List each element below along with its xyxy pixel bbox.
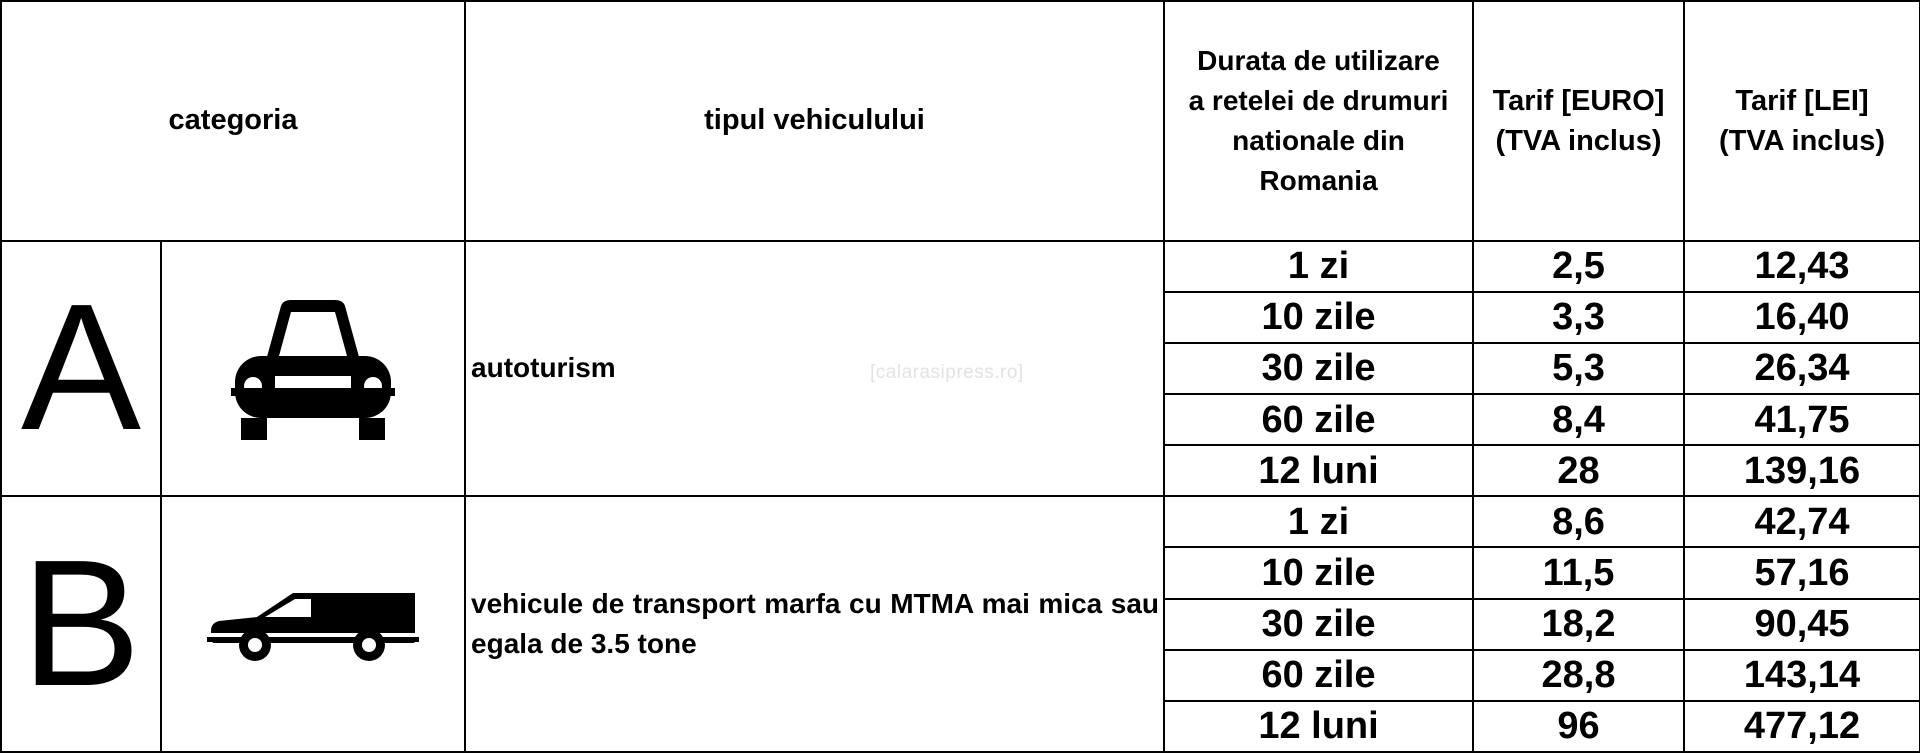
duration-cell: 1 zi (1164, 496, 1473, 547)
lei-cell: 12,43 (1684, 241, 1920, 292)
car-front-icon (223, 286, 403, 446)
vehicle-type-text: vehicule de transport marfa cu MTMA mai mica sau egala de 3.5 tone (465, 496, 1164, 752)
lei-cell: 41,75 (1684, 394, 1920, 445)
euro-cell: 8,6 (1473, 496, 1684, 547)
header-euro (1473, 1, 1684, 241)
header-euro-line: Tarif [EURO] (1492, 84, 1665, 117)
duration-cell: 10 zile (1164, 292, 1473, 343)
category-letter: B (1, 496, 161, 752)
euro-cell: 28,8 (1473, 650, 1684, 701)
duration-cell: 60 zile (1164, 394, 1473, 445)
euro-cell: 11,5 (1473, 547, 1684, 598)
duration-cell: 30 zile (1164, 599, 1473, 650)
lei-cell: 477,12 (1684, 701, 1920, 752)
header-duration (1164, 1, 1473, 241)
header-lei-line: Tarif [LEI] (1735, 84, 1869, 117)
header-duration-line: nationale din (1232, 124, 1405, 156)
duration-cell: 12 luni (1164, 445, 1473, 496)
lei-cell: 26,34 (1684, 343, 1920, 394)
duration-cell: 1 zi (1164, 241, 1473, 292)
euro-cell: 28 (1473, 445, 1684, 496)
lei-cell: 42,74 (1684, 496, 1920, 547)
duration-cell: 60 zile (1164, 650, 1473, 701)
watermark: [calarasipress.ro] (870, 362, 1024, 383)
duration-cell: 12 luni (1164, 701, 1473, 752)
header-lei-line: (TVA inclus) (1719, 124, 1885, 157)
lei-cell: 143,14 (1684, 650, 1920, 701)
euro-cell: 5,3 (1473, 343, 1684, 394)
table-row (1, 496, 1920, 547)
header-category: categoria (1, 1, 465, 241)
euro-cell: 2,5 (1473, 241, 1684, 292)
vehicle-icon-cell (161, 241, 465, 497)
vehicle-type-text: autoturism (465, 241, 1164, 497)
header-duration-line: Durata de utilizare (1197, 44, 1440, 76)
header-euro-line: (TVA inclus) (1495, 124, 1662, 157)
van-side-icon (207, 577, 419, 667)
duration-cell: 10 zile (1164, 547, 1473, 598)
table-row (1, 241, 1920, 292)
lei-cell: 90,45 (1684, 599, 1920, 650)
header-lei (1684, 1, 1920, 241)
vehicle-icon-cell (161, 496, 465, 752)
lei-cell: 139,16 (1684, 445, 1920, 496)
duration-cell: 30 zile (1164, 343, 1473, 394)
header-row (1, 1, 1920, 241)
header-vehicle-type: tipul vehiculului (465, 1, 1164, 241)
euro-cell: 3,3 (1473, 292, 1684, 343)
header-duration-line: a retelei de drumuri (1188, 84, 1449, 116)
euro-cell: 18,2 (1473, 599, 1684, 650)
category-letter: A (1, 241, 161, 497)
euro-cell: 8,4 (1473, 394, 1684, 445)
header-duration-line: Romania (1259, 164, 1378, 196)
euro-cell: 96 (1473, 701, 1684, 752)
lei-cell: 57,16 (1684, 547, 1920, 598)
lei-cell: 16,40 (1684, 292, 1920, 343)
